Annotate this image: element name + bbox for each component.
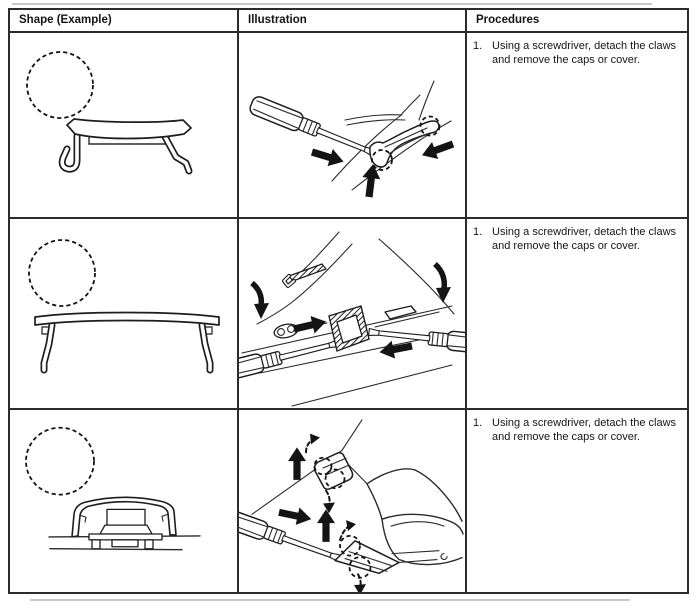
- wide-flat-cap-with-end-legs-icon: [10, 219, 237, 408]
- shape-cell-row1: [10, 33, 239, 219]
- clip-cap-cross-section-with-hook-legs-icon: [10, 33, 237, 217]
- illustration-cell-row1: [239, 33, 467, 219]
- screwdriver-prying-curved-grip-cover-icon: [239, 33, 465, 217]
- column-header-procedures: Procedures: [467, 10, 687, 33]
- procedures-cell-row1: [467, 33, 687, 219]
- procedure-step: [467, 410, 687, 444]
- step-text: Using a screwdriver, detach the claws and remove the caps or cover.: [492, 417, 677, 443]
- screwdriver-detaching-claw-covers-near-seat-icon: [239, 410, 465, 592]
- illustration-cell-row2: [239, 219, 467, 410]
- column-header-illustration: Illustration: [239, 10, 467, 33]
- shape-cell-row2: [10, 219, 239, 410]
- two-screwdrivers-prying-square-hatched-cover-icon: [239, 219, 465, 408]
- procedure-step: [467, 219, 687, 253]
- procedures-cell-row3: [467, 410, 687, 592]
- step-number: 1.: [473, 417, 483, 429]
- illustration-cell-row3: [239, 410, 467, 592]
- step-number: 1.: [473, 40, 483, 52]
- step-text: Using a screwdriver, detach the claws and remove the caps or cover.: [492, 226, 677, 252]
- procedure-step: [467, 33, 687, 67]
- scan-artifact-line: [12, 3, 652, 5]
- step-text: Using a screwdriver, detach the claws and remove the caps or cover.: [492, 40, 677, 66]
- step-number: 1.: [473, 226, 483, 238]
- scan-artifact-line: [30, 599, 630, 601]
- procedure-table: [8, 8, 689, 594]
- procedures-cell-row2: [467, 219, 687, 410]
- dome-cover-over-anchor-base-cross-section-icon: [10, 410, 237, 592]
- shape-cell-row3: [10, 410, 239, 592]
- column-header-shape: Shape (Example): [10, 10, 239, 33]
